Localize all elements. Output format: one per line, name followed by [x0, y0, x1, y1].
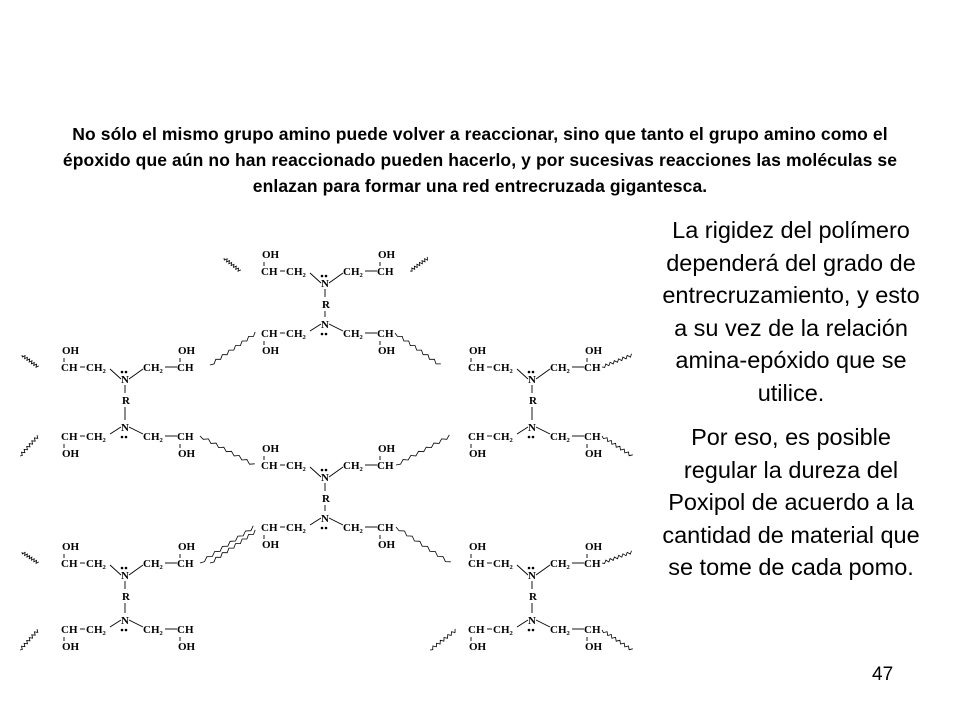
methylene-label: CH₂ — [343, 522, 363, 534]
n-bond — [329, 518, 343, 525]
n-bond — [329, 467, 343, 477]
hydroxyl-label: OH — [585, 641, 603, 653]
methine-label: CH — [177, 624, 194, 636]
r-group-label: R — [529, 395, 537, 407]
r-group-label: R — [122, 395, 130, 407]
hydroxyl-label: OH — [262, 443, 280, 455]
polymer-chain-wavy — [210, 332, 255, 365]
methine-label: CH — [468, 362, 485, 374]
polymer-chain-wavy — [602, 551, 632, 564]
polymer-chain-wavy — [395, 333, 441, 364]
polymer-chain-wavy — [602, 630, 633, 650]
polymer-chain-wavy — [430, 629, 455, 650]
lone-pair-dot — [321, 333, 324, 336]
n-bond — [110, 565, 121, 575]
methine-label: CH — [61, 431, 78, 443]
hydroxyl-label: OH — [262, 345, 280, 357]
polymer-chain-wavy — [200, 436, 255, 464]
lone-pair-dot — [321, 275, 324, 278]
polymer-chain-wavy — [410, 257, 428, 271]
nitrogen-label: N — [121, 570, 129, 582]
polymer-chain-wavy — [200, 526, 253, 563]
methine-label: CH — [61, 558, 78, 570]
methine-label: CH — [177, 431, 194, 443]
lone-pair-dot — [325, 333, 328, 336]
methylene-label: CH₂ — [86, 362, 106, 374]
page-number: 47 — [872, 664, 894, 685]
methine-label: CH — [177, 558, 194, 570]
n-bond — [517, 565, 528, 575]
hardness-paragraph: Por eso, es posible regular la dureza del Poxipol de acuerdo a la cantidad de material que se tome de cada pomo. — [662, 424, 920, 580]
lone-pair-dot — [532, 629, 535, 632]
polymer-chain-wavy — [20, 629, 38, 650]
methylene-label: CH₂ — [86, 624, 106, 636]
methylene-label: CH₂ — [343, 460, 363, 472]
r-group-label: R — [322, 299, 330, 311]
methylene-label: CH₂ — [343, 328, 363, 340]
polymer-chain-wavy — [602, 354, 632, 368]
n-bond — [310, 467, 321, 477]
polymer-chain-wavy — [20, 435, 38, 456]
hydroxyl-label: OH — [378, 249, 396, 261]
hydroxyl-label: OH — [378, 443, 396, 455]
side-text — [658, 214, 924, 596]
lone-pair-dot — [125, 436, 128, 439]
methylene-label: CH₂ — [286, 266, 306, 278]
lone-pair-dot — [325, 527, 328, 530]
methine-label: CH — [261, 522, 278, 534]
rigidity-paragraph: La rigidez del polímero dependerá del grado de entrecruzamiento, y esto a su vez de la relación amina-epóxido que se utilice. — [662, 217, 920, 406]
nitrogen-label: N — [321, 472, 329, 484]
n-bond — [310, 273, 321, 283]
methylene-label: CH₂ — [286, 522, 306, 534]
n-bond — [517, 427, 528, 434]
n-bond — [536, 565, 550, 575]
methylene-label: CH₂ — [286, 460, 306, 472]
n-bond — [129, 369, 143, 379]
n-bond — [517, 369, 528, 379]
nitrogen-label: N — [121, 615, 129, 627]
n-bond — [536, 427, 550, 434]
polymer-chain-wavy — [396, 435, 449, 465]
methylene-label: CH₂ — [550, 431, 570, 443]
methine-label: CH — [377, 328, 394, 340]
n-bond — [517, 620, 528, 627]
lone-pair-dot — [125, 567, 128, 570]
methine-label: CH — [584, 624, 601, 636]
hydroxyl-label: OH — [378, 345, 396, 357]
n-bond — [129, 565, 143, 575]
polymer-chain-wavy — [224, 258, 241, 271]
hydroxyl-label: OH — [469, 345, 487, 357]
nitrogen-label: N — [121, 374, 129, 386]
n-bond — [110, 620, 121, 627]
n-bond — [110, 369, 121, 379]
methine-label: CH — [61, 362, 78, 374]
lone-pair-dot — [528, 371, 531, 374]
methylene-label: CH₂ — [143, 431, 163, 443]
polymer-chain-wavy — [396, 527, 451, 562]
hydroxyl-label: OH — [469, 448, 487, 460]
lone-pair-dot — [532, 567, 535, 570]
hydroxyl-label: OH — [62, 541, 80, 553]
crosslinked-network-diagram — [0, 220, 650, 680]
methine-label: CH — [584, 362, 601, 374]
nitrogen-label: N — [321, 319, 329, 331]
methine-label: CH — [177, 362, 194, 374]
lone-pair-dot — [528, 436, 531, 439]
methylene-label: CH₂ — [493, 624, 513, 636]
r-group-label: R — [529, 591, 537, 603]
methine-label: CH — [468, 624, 485, 636]
n-bond — [329, 273, 343, 283]
methine-label: CH — [584, 431, 601, 443]
polymer-chain-wavy — [22, 552, 39, 563]
lone-pair-dot — [121, 436, 124, 439]
methylene-label: CH₂ — [550, 558, 570, 570]
lone-pair-dot — [125, 629, 128, 632]
intro-paragraph: No sólo el mismo grupo amino puede volver a reaccionar, sino que tanto el grupo amino como el époxido que aún no han reaccionado pueden hacerlo, y por sucesivas reacciones las moléculas se enlazan para formar una red entrecruzada gigantesca. — [62, 124, 898, 196]
hydroxyl-label: OH — [62, 641, 80, 653]
nitrogen-label: N — [528, 570, 536, 582]
lone-pair-dot — [325, 275, 328, 278]
lone-pair-dot — [125, 371, 128, 374]
n-bond — [129, 427, 143, 434]
methine-label: CH — [468, 558, 485, 570]
n-bond — [110, 427, 121, 434]
hydroxyl-label: OH — [178, 448, 196, 460]
methine-label: CH — [261, 460, 278, 472]
nitrogen-label: N — [528, 374, 536, 386]
polymer-chain-wavy — [210, 530, 255, 563]
methylene-label: CH₂ — [286, 328, 306, 340]
n-bond — [536, 369, 550, 379]
nitrogen-label: N — [528, 422, 536, 434]
hydroxyl-label: OH — [585, 448, 603, 460]
lone-pair-dot — [532, 436, 535, 439]
lone-pair-dot — [121, 629, 124, 632]
hydroxyl-label: OH — [469, 641, 487, 653]
methylene-label: CH₂ — [143, 558, 163, 570]
r-group-label: R — [122, 591, 130, 603]
methylene-label: CH₂ — [493, 558, 513, 570]
nitrogen-label: N — [528, 615, 536, 627]
methylene-label: CH₂ — [143, 362, 163, 374]
methylene-label: CH₂ — [86, 558, 106, 570]
n-bond — [329, 324, 343, 331]
nitrogen-label: N — [121, 422, 129, 434]
n-bond — [310, 324, 321, 331]
lone-pair-dot — [532, 371, 535, 374]
methylene-label: CH₂ — [86, 431, 106, 443]
nitrogen-label: N — [321, 278, 329, 290]
methine-label: CH — [61, 624, 78, 636]
hydroxyl-label: OH — [262, 539, 280, 551]
n-bond — [536, 620, 550, 627]
methine-label: CH — [261, 266, 278, 278]
methylene-label: CH₂ — [550, 624, 570, 636]
hydroxyl-label: OH — [178, 641, 196, 653]
hydroxyl-label: OH — [585, 541, 603, 553]
polymer-chain-wavy — [22, 355, 39, 367]
lone-pair-dot — [321, 469, 324, 472]
hydroxyl-label: OH — [378, 539, 396, 551]
lone-pair-dot — [121, 371, 124, 374]
hydroxyl-label: OH — [178, 541, 196, 553]
n-bond — [310, 518, 321, 525]
methine-label: CH — [377, 522, 394, 534]
hydroxyl-label: OH — [62, 345, 80, 357]
hydroxyl-label: OH — [62, 448, 80, 460]
r-group-label: R — [322, 493, 330, 505]
methylene-label: CH₂ — [493, 431, 513, 443]
lone-pair-dot — [321, 527, 324, 530]
nitrogen-label: N — [321, 513, 329, 525]
methylene-label: CH₂ — [143, 624, 163, 636]
methine-label: CH — [377, 460, 394, 472]
methylene-label: CH₂ — [343, 266, 363, 278]
lone-pair-dot — [528, 629, 531, 632]
methine-label: CH — [468, 431, 485, 443]
methine-label: CH — [261, 328, 278, 340]
hydroxyl-label: OH — [178, 345, 196, 357]
methylene-label: CH₂ — [493, 362, 513, 374]
hydroxyl-label: OH — [585, 345, 603, 357]
lone-pair-dot — [528, 567, 531, 570]
lone-pair-dot — [325, 469, 328, 472]
methine-label: CH — [377, 266, 394, 278]
lone-pair-dot — [121, 567, 124, 570]
hydroxyl-label: OH — [469, 541, 487, 553]
n-bond — [129, 620, 143, 627]
polymer-chain-wavy — [602, 436, 633, 456]
methylene-label: CH₂ — [550, 362, 570, 374]
methine-label: CH — [584, 558, 601, 570]
hydroxyl-label: OH — [262, 249, 280, 261]
